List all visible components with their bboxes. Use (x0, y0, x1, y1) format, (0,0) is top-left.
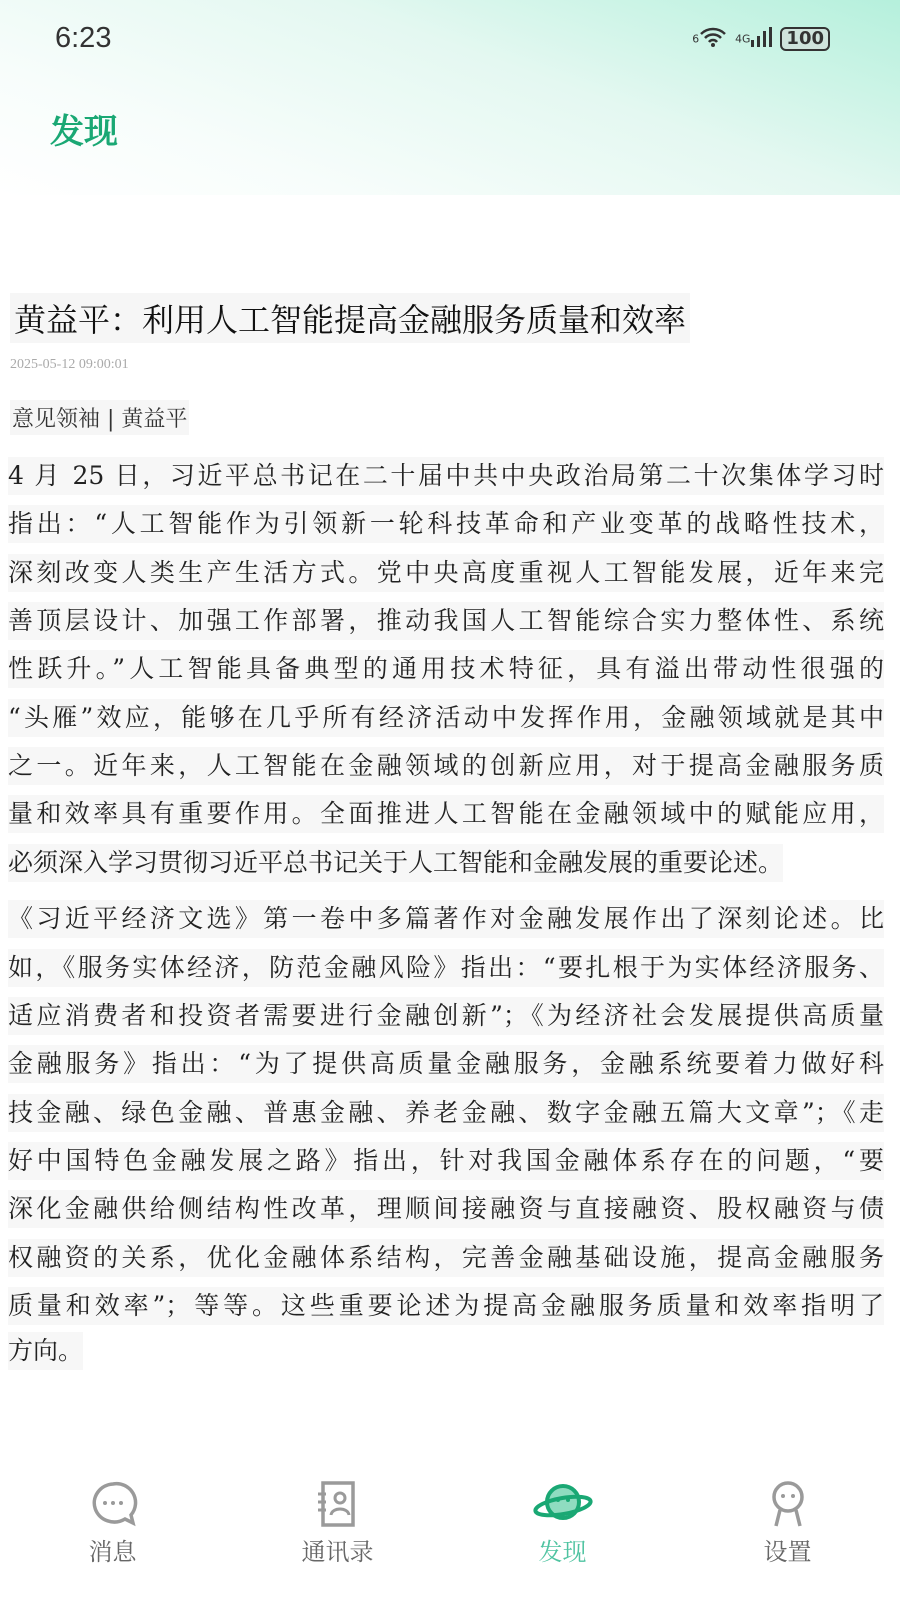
article-paragraph-line: 好中国特色金融发展之路》指出，针对我国金融体系存在的问题，“要 (8, 1142, 884, 1180)
nav-settings[interactable] (675, 1460, 900, 1600)
article-paragraph-line: 权融资的关系，优化金融体系结构，完善金融基础设施，提高金融服务 (8, 1239, 884, 1277)
article-paragraph-line: 深刻改变人类生产生活方式。党中央高度重视人工智能发展，近年来完 (8, 554, 884, 592)
article-title: 黄益平：利用人工智能提高金融服务质量和效率 (10, 293, 690, 343)
wifi-label: 6 (692, 32, 700, 46)
article-paragraph-line: 善顶层设计、加强工作部署，推动我国人工智能综合实力整体性、系统 (8, 602, 884, 640)
nav-label: 发现 (538, 1538, 587, 1566)
cell-signal-icon (735, 26, 772, 52)
article-paragraph-line: 适应消费者和投资者需要进行金融创新”；《为经济社会发展提供高质量 (8, 997, 884, 1035)
article-byline: 意见领袖 | 黄益平 (10, 400, 189, 435)
contacts-icon (312, 1480, 364, 1528)
nav-label: 设置 (763, 1538, 812, 1566)
header (0, 0, 900, 195)
nav-messages[interactable] (0, 1460, 225, 1600)
article-paragraph-line: 方向。 (8, 1332, 83, 1370)
status-icons (692, 26, 830, 52)
nav-discover[interactable] (450, 1460, 675, 1600)
wifi-icon (692, 26, 727, 52)
article-paragraph-line: 性跃升。”人工智能具备典型的通用技术特征，具有溢出带动性很强的 (8, 650, 884, 688)
network-label: 4G (735, 32, 751, 46)
article-paragraph-line: 金融服务》指出：“为了提供高质量金融服务，金融系统要着力做好科 (8, 1045, 884, 1083)
person-icon (762, 1480, 814, 1528)
article-paragraph-line: 《习近平经济文选》第一卷中多篇著作对金融发展作出了深刻论述。比 (8, 900, 884, 938)
article-paragraph-line: 质量和效率”；等等。这些重要论述为提高金融服务质量和效率指明了 (8, 1287, 884, 1325)
article-paragraph-line: “头雁”效应，能够在几乎所有经济活动中发挥作用，金融领域就是其中 (8, 699, 884, 737)
article-paragraph-line: 必须深入学习贯彻习近平总书记关于人工智能和金融发展的重要论述。 (8, 844, 783, 882)
bottom-nav (0, 1460, 900, 1600)
article-paragraph-line: 之一。近年来，人工智能在金融领域的创新应用，对于提高金融服务质 (8, 747, 884, 785)
article-paragraph-line: 量和效率具有重要作用。全面推进人工智能在金融领域中的赋能应用， (8, 795, 884, 833)
article-paragraph-line: 如，《服务实体经济，防范金融风险》指出：“要扎根于为实体经济服务、 (8, 949, 884, 987)
article-paragraph-line: 技金融、绿色金融、普惠金融、养老金融、数字金融五篇大文章”；《走 (8, 1094, 884, 1132)
planet-icon (531, 1480, 595, 1528)
page-title: 发现 (50, 112, 118, 152)
status-time: 6:23 (55, 22, 112, 54)
article-paragraph-line: 深化金融供给侧结构性改革，理顺间接融资与直接融资、股权融资与债 (8, 1190, 884, 1228)
article-paragraph-line: 4 月 25 日，习近平总书记在二十届中共中央政治局第二十次集体学习时 (8, 457, 884, 495)
nav-contacts[interactable] (225, 1460, 450, 1600)
article-view[interactable] (0, 195, 900, 1460)
article-date: 2025-05-12 09:00:01 (10, 357, 129, 372)
nav-label: 消息 (88, 1538, 137, 1566)
battery-icon: 100 (780, 27, 830, 51)
article-paragraph-line: 指出：“人工智能作为引领新一轮科技革命和产业变革的战略性技术， (8, 505, 884, 543)
nav-label: 通讯录 (301, 1538, 374, 1566)
chat-bubble-icon (87, 1480, 139, 1528)
